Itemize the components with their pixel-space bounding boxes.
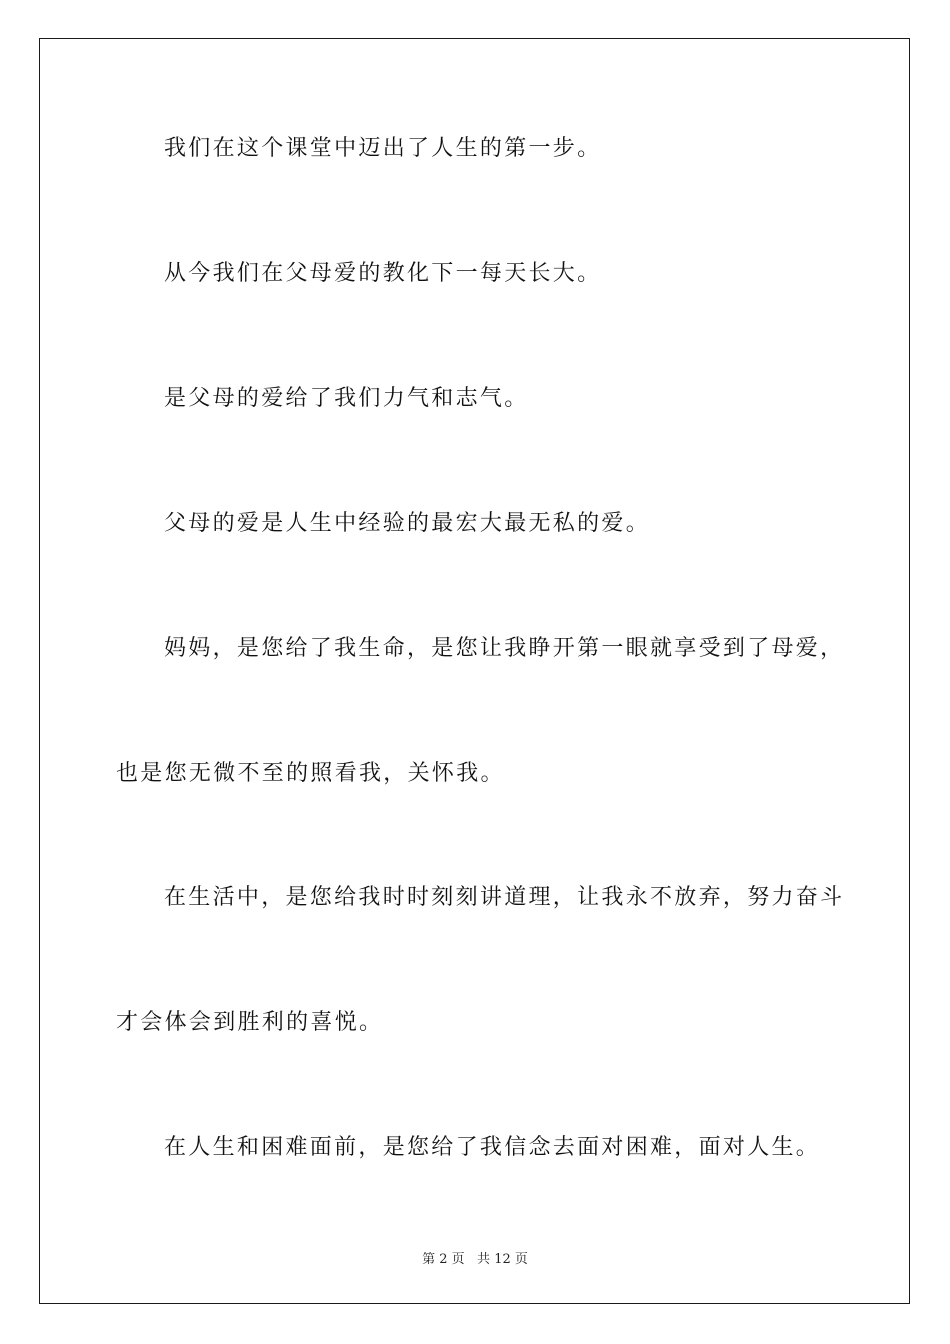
paragraph-line: 从今我们在父母爱的教化下一每天长大。 xyxy=(164,261,602,286)
page-number-footer: 第 2 页 共 12 页 xyxy=(422,1252,528,1267)
paragraph-line: 我们在这个课堂中迈出了人生的第一步。 xyxy=(164,136,602,161)
paragraph-line: 在人生和困难面前，是您给了我信念去面对困难，面对人生。 xyxy=(164,1135,821,1160)
page-border xyxy=(39,38,910,1304)
paragraph-line-continuation: 也是您无微不至的照看我，关怀我。 xyxy=(116,761,505,786)
paragraph-line: 父母的爱是人生中经验的最宏大最无私的爱。 xyxy=(164,511,651,536)
paragraph-line: 妈妈，是您给了我生命，是您让我睁开第一眼就享受到了母爱， xyxy=(164,636,845,661)
paragraph-line-continuation: 才会体会到胜利的喜悦。 xyxy=(116,1010,384,1035)
paragraph-line: 是父母的爱给了我们力气和志气。 xyxy=(164,386,529,411)
paragraph-line: 在生活中，是您给我时时刻刻讲道理，让我永不放弃，努力奋斗 xyxy=(164,885,845,910)
